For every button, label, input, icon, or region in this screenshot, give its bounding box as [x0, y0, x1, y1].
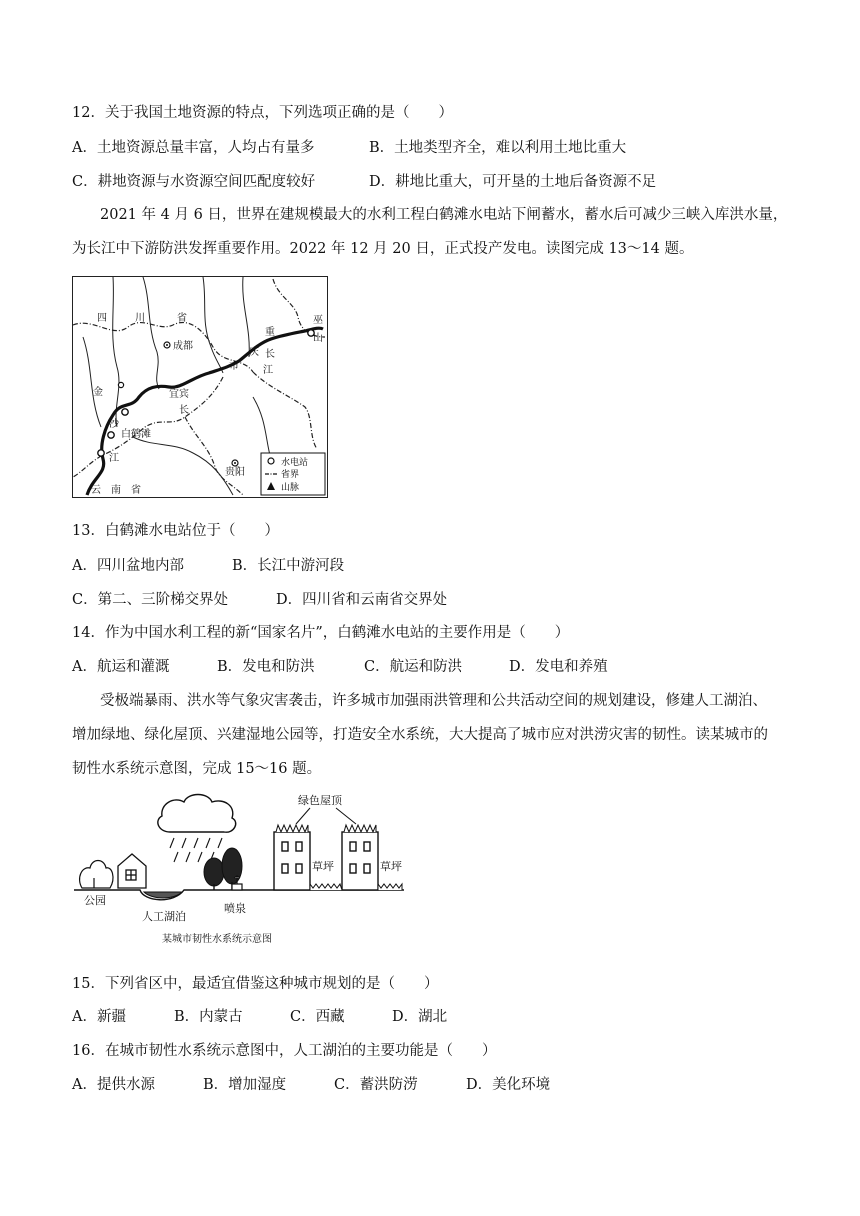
park-trees-icon	[80, 861, 113, 889]
map-label-yunnan: 云 南 省	[91, 485, 141, 496]
map-label-baihetan: 白鹤滩	[121, 429, 151, 440]
label-lawn-2: 草坪	[380, 860, 402, 873]
map-label-wu: 巫	[313, 315, 323, 326]
q15-option-a: A．新疆	[72, 1009, 126, 1025]
q16-option-d: D．美化环境	[466, 1077, 551, 1093]
q16-option-a: A．提供水源	[72, 1077, 155, 1093]
map-label-chang-mid: 长	[179, 405, 189, 416]
figure-caption: 某城市韧性水系统示意图	[162, 934, 272, 945]
q12-option-d: D．耕地比重大，可开垦的土地后备资源不足	[369, 174, 657, 190]
baihetan-map	[72, 276, 328, 498]
q15-option-d: D．湖北	[392, 1009, 448, 1025]
green-roof-plants	[276, 825, 376, 832]
map-label-guiyang: 贵阳	[225, 467, 245, 478]
passage1-line1: 2021 年 4 月 6 日，世界在建规模最大的水利工程白鹤滩水电站下闸蓄水，蓄水后可减少三峡入库洪水量，	[100, 207, 788, 223]
q12-option-b: B．土地类型齐全，难以利用土地比重大	[369, 140, 627, 156]
q15-stem: 15．下列省区中，最适宜借鉴这种城市规划的是（ ）	[72, 976, 439, 992]
q16-stem: 16．在城市韧性水系统示意图中，人工湖泊的主要功能是（ ）	[72, 1043, 497, 1059]
q14-option-c: C．航运和防洪	[364, 659, 463, 675]
roof-label-leaders	[296, 808, 356, 824]
map-label-shi: 市	[229, 361, 239, 372]
q12-option-a: A．土地资源总量丰富，人均占有量多	[72, 140, 315, 156]
q13-stem: 13．白鹤滩水电站位于（ ）	[72, 523, 279, 539]
label-fountain: 喷泉	[224, 902, 246, 915]
city-markers	[164, 342, 238, 466]
q13-option-d: D．四川省和云南省交界处	[276, 592, 448, 608]
q13-options-row1	[72, 554, 344, 575]
city-water-system-figure	[74, 792, 414, 952]
q12-stem: 12．关于我国土地资源的特点，下列选项正确的是（ ）	[72, 105, 453, 121]
q14-option-b: B．发电和防洪	[217, 659, 315, 675]
label-lake: 人工湖泊	[142, 910, 186, 923]
label-green-roof: 绿色屋顶	[298, 794, 342, 807]
house-icon	[118, 854, 146, 888]
map-label-sha: 沙	[109, 419, 119, 430]
passage2-line3: 韧性水系统示意图，完成 15～16 题。	[72, 761, 322, 777]
map-label-jin: 金	[93, 387, 103, 398]
passage2-line1: 受极端暴雨、洪水等气象灾害袭击，许多城市加强雨洪管理和公共活动空间的规划建设，修建人工湖泊、	[100, 693, 767, 709]
map-legend	[261, 453, 325, 495]
q12-options-row2	[72, 170, 656, 191]
map-label-chuan: 川	[135, 313, 145, 324]
q15-options	[72, 1005, 447, 1026]
ground-line	[74, 890, 404, 900]
map-label-chang-right: 长	[265, 349, 275, 360]
map-label-si: 四	[97, 313, 107, 324]
building-right	[342, 832, 378, 890]
q16-option-b: B．增加湿度	[203, 1077, 287, 1093]
q14-stem: 14．作为中国水利工程的新“国家名片”，白鹤滩水电站的主要作用是（ ）	[72, 625, 570, 641]
q13-option-c: C．第二、三阶梯交界处	[72, 592, 229, 608]
legend-mountain-label: 山脉	[281, 483, 300, 493]
map-drawing	[73, 277, 327, 497]
q16-option-c: C．蓄洪防涝	[334, 1077, 418, 1093]
map-label-qing: 庆	[249, 347, 259, 358]
q12-options-row1	[72, 136, 626, 157]
q14-options	[72, 655, 608, 676]
map-label-shan: 山	[313, 333, 323, 344]
q12-option-c: C．耕地资源与水资源空间匹配度较好	[72, 174, 316, 190]
legend-hydro-label: 水电站	[281, 458, 309, 468]
q15-option-c: C．西藏	[290, 1009, 345, 1025]
q13-option-b: B．长江中游河段	[232, 558, 345, 574]
city-drawing	[74, 792, 414, 952]
passage2-line2: 增加绿地、绿化屋顶、兴建湿地公园等，打造安全水系统，大大提高了城市应对洪涝灾害的韧性。读某城市的	[72, 727, 768, 743]
label-lawn-1: 草坪	[312, 860, 334, 873]
passage1-line2: 为长江中下游防洪发挥重要作用。2022 年 12 月 20 日，正式投产发电。读图完成 13～14 题。	[72, 241, 694, 257]
map-label-chong: 重	[265, 327, 275, 338]
building-left	[274, 832, 310, 890]
map-label-yibin: 宜宾	[169, 389, 189, 400]
q14-option-a: A．航运和灌溉	[72, 659, 170, 675]
map-label-jiang-left: 江	[109, 453, 119, 464]
q14-option-d: D．发电和养殖	[509, 659, 608, 675]
rain-cloud-icon	[158, 795, 236, 833]
q13-option-a: A．四川盆地内部	[72, 558, 184, 574]
map-label-chengdu: 成都	[173, 341, 193, 352]
q15-option-b: B．内蒙古	[174, 1009, 243, 1025]
q13-options-row2	[72, 588, 447, 609]
map-label-jiang-right: 江	[263, 365, 273, 376]
legend-border-label: 省界	[281, 470, 300, 480]
legend-hydro-icon	[268, 458, 274, 464]
label-park: 公园	[84, 894, 106, 907]
q16-options	[72, 1073, 550, 1094]
map-label-sheng: 省	[177, 313, 187, 324]
